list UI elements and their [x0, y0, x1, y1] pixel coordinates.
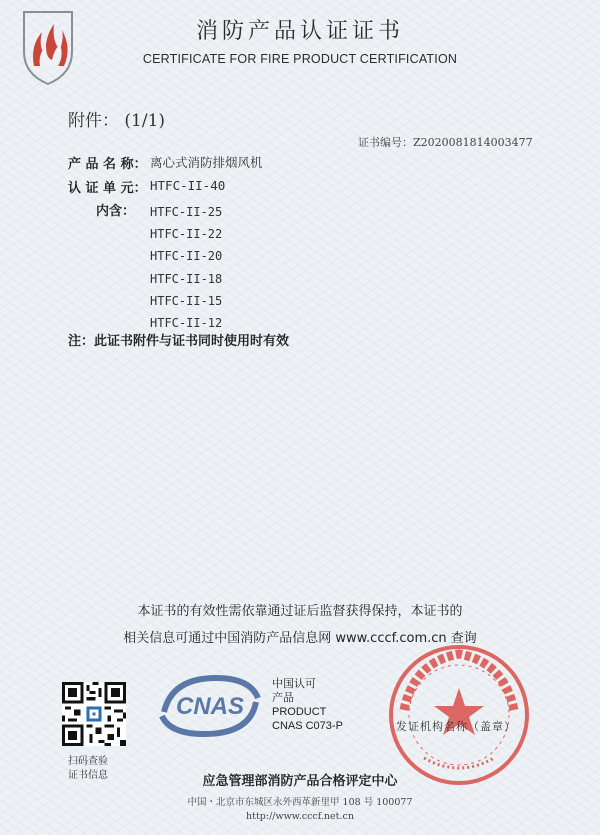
qr-caption-line1: 扫码查验: [68, 756, 108, 767]
product-name-label: 产 品 名 称：: [68, 157, 147, 172]
issuer-label: 发证机构名称（盖章）: [396, 720, 516, 733]
qr-caption-line2: 证书信息: [68, 770, 108, 781]
issuer-address: 中国・北京市东城区永外西革新里甲 108 号 100077: [187, 797, 413, 808]
attachment-indicator: [68, 106, 165, 131]
model-item: HTFC-II-20: [150, 249, 223, 264]
issuing-center-name: 应急管理部消防产品合格评定中心: [202, 774, 398, 789]
attachment-page: (1/1): [124, 111, 166, 131]
certification-unit-label: 认 证 单 元：: [68, 181, 147, 196]
cnas-logo-text: CNAS: [175, 693, 245, 720]
model-item: HTFC-II-25: [150, 205, 223, 219]
official-seal-stamp: [384, 640, 534, 790]
product-name-value: 离心式消防排烟风机: [150, 155, 263, 170]
certificate-number-value: Z2020081814003477: [413, 136, 533, 149]
qr-code[interactable]: [62, 682, 126, 746]
cnas-line3: PRODUCT: [272, 706, 327, 718]
cnas-accreditation: [272, 677, 343, 733]
cnas-line4: CNAS C073-P: [272, 720, 343, 732]
attachment-label: 附件：: [68, 111, 119, 131]
certificate-title-en: CERTIFICATE FOR FIRE PRODUCT CERTIFICATION: [142, 52, 458, 66]
validity-statement-line2: 相关信息可通过中国消防产品信息网 www.cccf.com.cn 查询: [123, 631, 477, 646]
model-item: HTFC-II-18: [150, 271, 223, 286]
model-item: HTFC-II-22: [150, 227, 223, 242]
validity-statement-line1: 本证书的有效性需依靠通过证后监督获得保持，本证书的: [137, 604, 463, 619]
model-item: HTFC-II-15: [150, 293, 223, 308]
cnas-logo: [158, 672, 262, 738]
cnas-line1: 中国认可: [272, 678, 316, 690]
includes-label: 内含：: [96, 204, 136, 219]
cnas-line2: 产品: [272, 692, 294, 704]
certificate-title-cn: 消防产品认证证书: [195, 19, 404, 44]
model-list: [150, 201, 222, 334]
model-item: HTFC-II-12: [150, 315, 223, 330]
certificate-number-label: 证书编号：: [358, 136, 413, 149]
issuer-website-link[interactable]: http://www.cccf.net.cn: [246, 811, 354, 822]
certificate-number: [358, 134, 533, 150]
validity-note: 注：此证书附件与证书同时使用时有效: [68, 334, 290, 349]
certification-unit-value: HTFC-II-40: [150, 178, 226, 193]
